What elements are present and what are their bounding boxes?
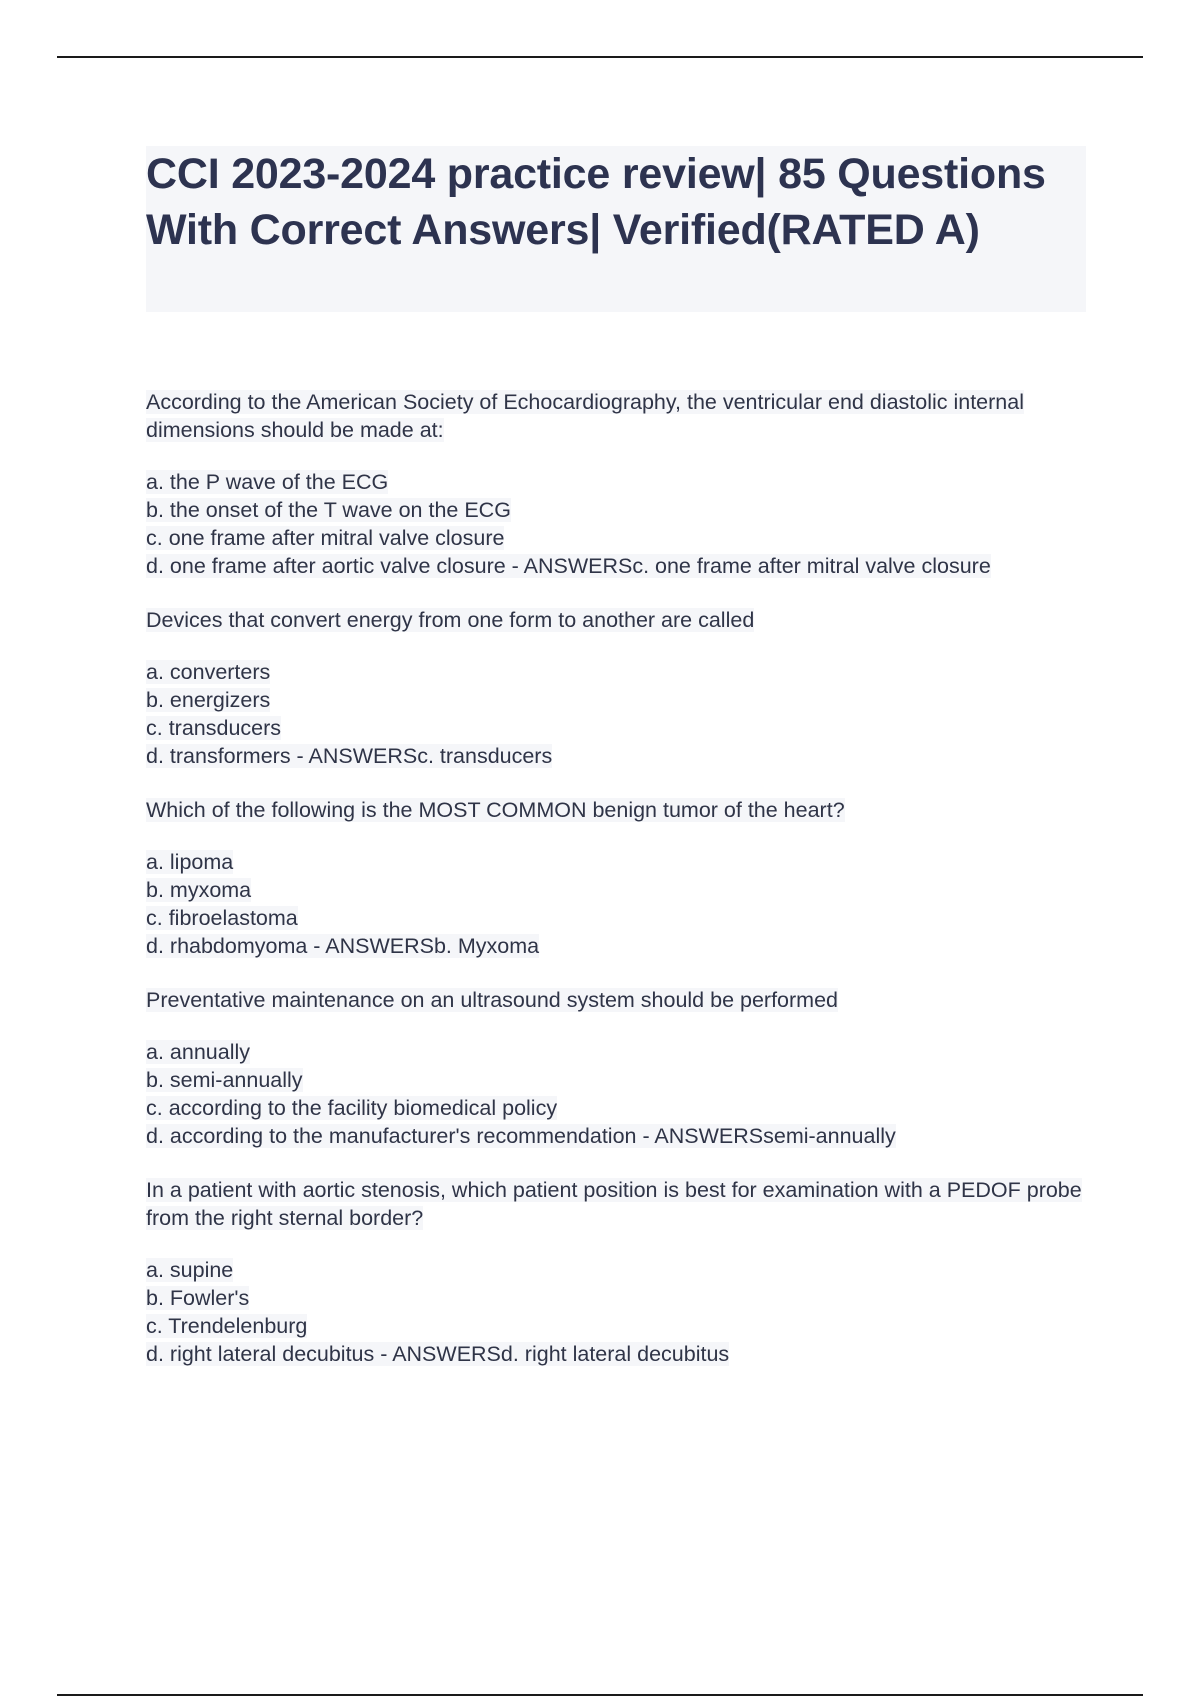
option-item: b. energizers — [146, 688, 271, 712]
option-list — [146, 1038, 1086, 1150]
option-item: c. according to the facility biomedical policy — [146, 1096, 558, 1120]
question-item — [146, 986, 1086, 1150]
question-text: In a patient with aortic stenosis, which patient position is best for examination with a PEDOF probe from the right sternal border? — [146, 1178, 1082, 1230]
option-item: d. right lateral decubitus - ANSWERSd. right lateral decubitus — [146, 1342, 730, 1366]
question-text: Preventative maintenance on an ultrasound system should be performed — [146, 988, 838, 1012]
document-title: CCI 2023-2024 practice review| 85 Questions With Correct Answers| Verified(RATED A) — [146, 150, 1046, 254]
option-item: b. the onset of the T wave on the ECG — [146, 498, 511, 522]
option-item: d. according to the manufacturer's recommendation - ANSWERSsemi-annually — [146, 1124, 896, 1148]
option-item: b. Fowler's — [146, 1286, 250, 1310]
question-item — [146, 1176, 1086, 1368]
question-text: Devices that convert energy from one form to another are called — [146, 608, 755, 632]
question-list — [146, 388, 1086, 1368]
option-list — [146, 468, 1086, 580]
option-item: c. Trendelenburg — [146, 1314, 308, 1338]
option-item: c. fibroelastoma — [146, 906, 298, 930]
option-list — [146, 1256, 1086, 1368]
option-item: c. transducers — [146, 716, 282, 740]
option-item: b. myxoma — [146, 878, 252, 902]
option-item: d. rhabdomyoma - ANSWERSb. Myxoma — [146, 934, 540, 958]
option-list — [146, 848, 1086, 960]
question-item — [146, 796, 1086, 960]
top-rule — [57, 56, 1143, 58]
option-item: a. the P wave of the ECG — [146, 470, 389, 494]
question-item — [146, 606, 1086, 770]
option-item: a. lipoma — [146, 850, 234, 874]
bottom-rule — [57, 1694, 1143, 1696]
option-item: a. converters — [146, 660, 271, 684]
option-list — [146, 658, 1086, 770]
question-text: According to the American Society of Echocardiography, the ventricular end diastolic internal dimensions should be made at: — [146, 390, 1024, 442]
question-text: Which of the following is the MOST COMMON benign tumor of the heart? — [146, 798, 845, 822]
question-item — [146, 388, 1086, 580]
option-item: a. annually — [146, 1040, 250, 1064]
option-item: a. supine — [146, 1258, 234, 1282]
title-block — [146, 146, 1086, 312]
option-item: d. one frame after aortic valve closure - ANSWERSc. one frame after mitral valve closure — [146, 554, 991, 578]
page-content — [146, 146, 1086, 1368]
option-item: c. one frame after mitral valve closure — [146, 526, 505, 550]
option-item: b. semi-annually — [146, 1068, 303, 1092]
option-item: d. transformers - ANSWERSc. transducers — [146, 744, 553, 768]
